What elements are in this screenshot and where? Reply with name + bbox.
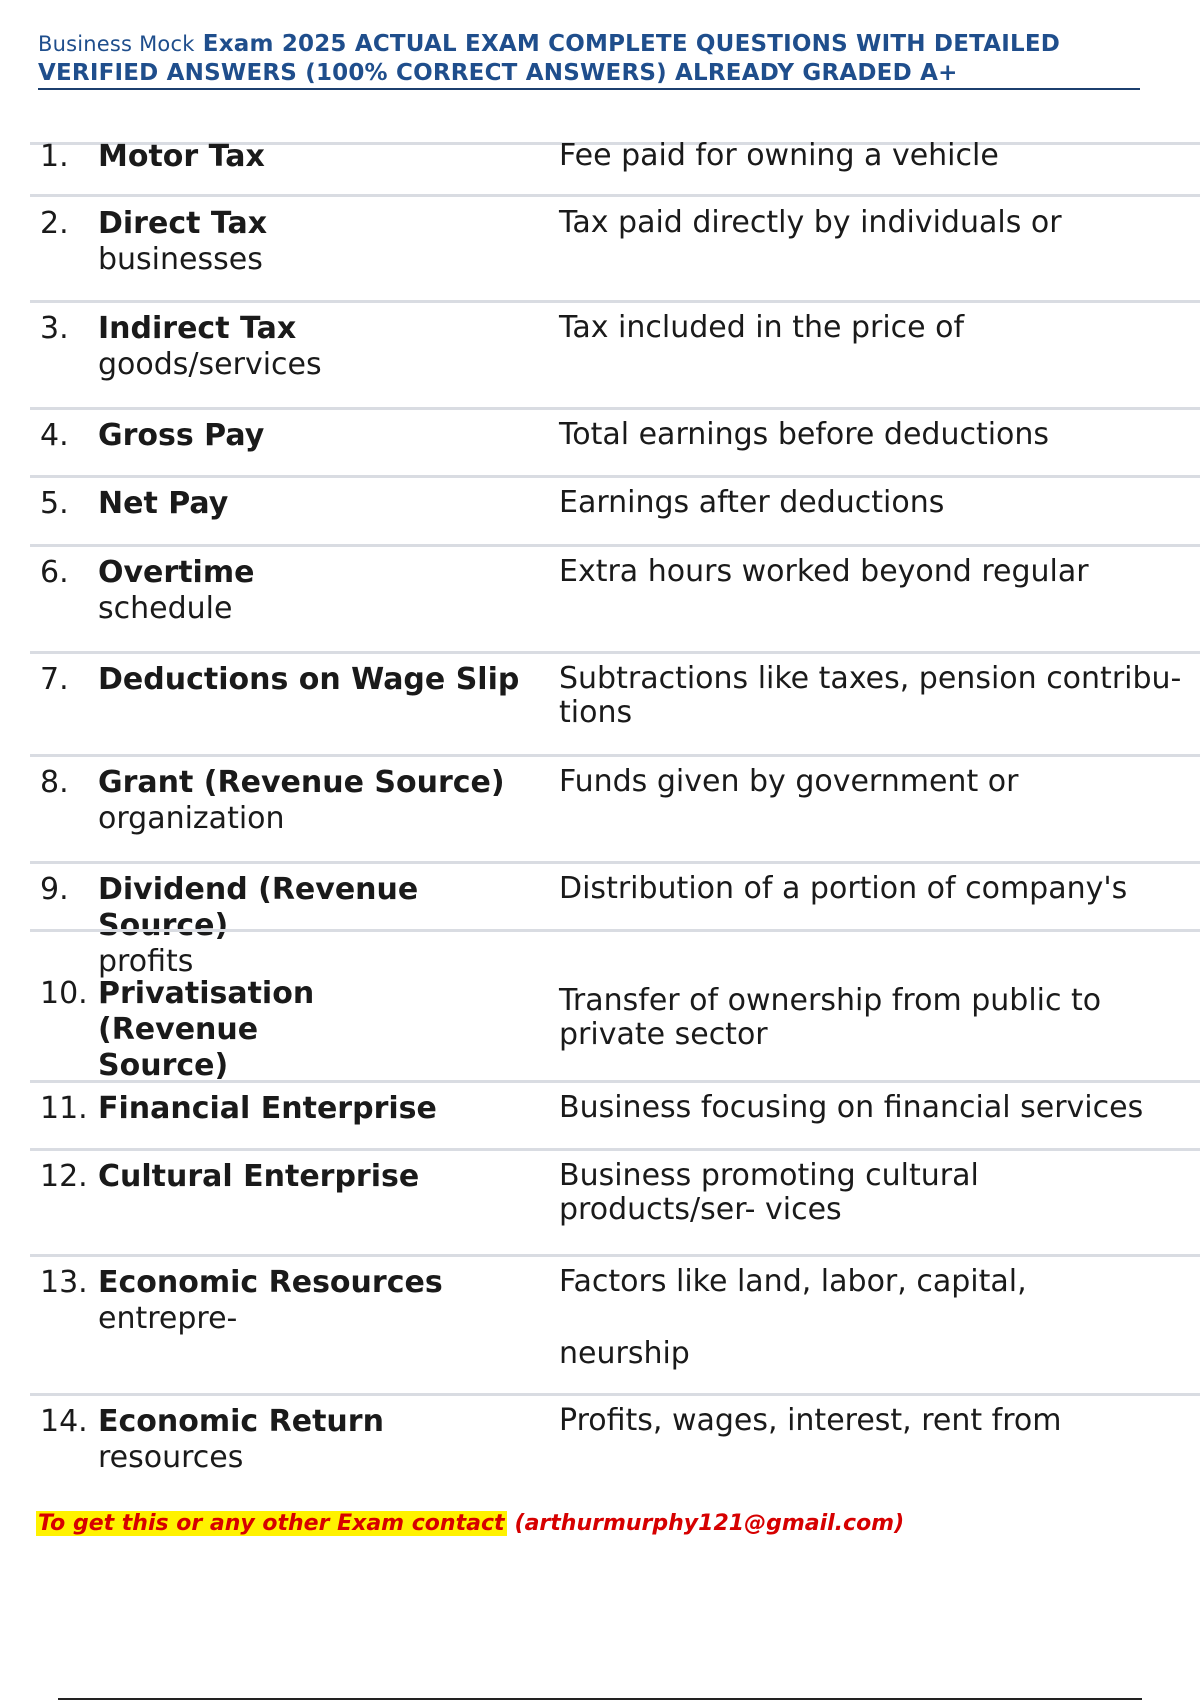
- list-item: [30, 475, 1200, 544]
- list-item: [30, 754, 1200, 861]
- item-number: 11.: [40, 1091, 88, 1126]
- term-title: Economic Resources: [98, 1265, 443, 1300]
- contact-highlight: To get this or any other Exam contact: [38, 1511, 505, 1536]
- term-continuation: businesses: [98, 242, 263, 277]
- term-title: Privatisation (Revenue Source): [98, 976, 315, 1083]
- item-number: 4.: [40, 418, 69, 453]
- term-continuation: entrepre-: [98, 1301, 238, 1336]
- header-title: Exam 2025 ACTUAL EXAM COMPLETE QUESTIONS WITH DETAILED: [202, 31, 1061, 57]
- item-term: [98, 311, 538, 383]
- item-term: [98, 555, 538, 627]
- terms-list: [30, 138, 1200, 1493]
- term-title: Direct Tax: [98, 206, 268, 241]
- item-definition: Earnings after deductions: [559, 485, 945, 520]
- list-item: [30, 194, 1200, 300]
- list-item: [30, 929, 1200, 1083]
- list-item: [30, 1393, 1200, 1493]
- item-number: 8.: [40, 765, 69, 800]
- item-definition: Business promoting cultural products/ser- vices: [559, 1158, 979, 1227]
- term-title: Motor Tax: [98, 139, 265, 174]
- header-lead: Business Mock: [38, 32, 195, 56]
- term-title: Cultural Enterprise: [98, 1159, 420, 1194]
- item-term: [98, 976, 398, 1084]
- item-number: 3.: [40, 311, 69, 346]
- item-term: [98, 1159, 538, 1195]
- term-continuation: organization: [98, 801, 285, 836]
- term-title: Net Pay: [98, 486, 229, 521]
- term-continuation: profits: [98, 944, 194, 979]
- item-number: 2.: [40, 206, 69, 241]
- item-definition: Fee paid for owning a vehicle: [559, 138, 999, 173]
- list-item: [30, 544, 1200, 651]
- term-title: Financial Enterprise: [98, 1091, 437, 1126]
- item-definition: Business focusing on financial services: [559, 1090, 1144, 1125]
- item-number: 9.: [40, 872, 69, 907]
- item-number: 12.: [40, 1159, 88, 1194]
- header-line-2: VERIFIED ANSWERS (100% CORRECT ANSWERS) ALREADY GRADED A+: [38, 60, 958, 86]
- term-continuation: schedule: [98, 591, 233, 626]
- item-definition: Profits, wages, interest, rent from: [559, 1403, 1062, 1438]
- item-term: [98, 139, 538, 175]
- item-definition: Tax paid directly by individuals or: [559, 205, 1062, 240]
- document-header: [38, 30, 1140, 90]
- list-item: [30, 651, 1200, 754]
- item-number: 7.: [40, 662, 69, 697]
- item-definition: Extra hours worked beyond regular: [559, 554, 1089, 589]
- header-line-1: [38, 30, 1140, 59]
- item-number: 13.: [40, 1265, 88, 1300]
- term-title: Dividend (Revenue Source): [98, 872, 419, 943]
- item-definition: Distribution of a portion of company's: [559, 871, 1128, 906]
- item-definition-continued: neurship: [559, 1336, 690, 1371]
- list-item: [30, 1148, 1200, 1254]
- item-definition: Total earnings before deductions: [559, 417, 1050, 452]
- term-title: Indirect Tax: [98, 311, 297, 346]
- item-term: [98, 1404, 538, 1476]
- list-item: [30, 1080, 1200, 1148]
- item-definition: Tax included in the price of: [559, 310, 965, 345]
- item-term: [98, 1091, 538, 1127]
- term-title: Overtime: [98, 555, 255, 590]
- list-item: [30, 138, 1200, 194]
- item-definition: Subtractions like taxes, pension contribu- tions: [559, 661, 1182, 730]
- item-number: 10.: [40, 976, 88, 1011]
- term-title: Deductions on Wage Slip: [98, 662, 520, 697]
- item-number: 1.: [40, 139, 69, 174]
- item-term: [98, 486, 538, 522]
- term-continuation: resources: [98, 1440, 244, 1475]
- list-item: [30, 300, 1200, 407]
- item-definition: Factors like land, labor, capital,: [559, 1264, 1027, 1299]
- term-title: Economic Return: [98, 1404, 384, 1439]
- item-number: 6.: [40, 555, 69, 590]
- item-number: 14.: [40, 1404, 88, 1439]
- list-item: [30, 861, 1200, 979]
- list-item: [30, 407, 1200, 475]
- item-definition: Transfer of ownership from public to private sector: [559, 983, 1102, 1052]
- item-term: [98, 206, 538, 278]
- term-continuation: goods/services: [98, 347, 322, 382]
- item-term: [98, 662, 538, 698]
- item-term: [98, 765, 538, 837]
- item-number: 5.: [40, 486, 69, 521]
- list-item: [30, 1254, 1200, 1393]
- term-title: Gross Pay: [98, 418, 265, 453]
- term-title: Grant (Revenue Source): [98, 765, 505, 800]
- contact-footer: [36, 1510, 904, 1538]
- item-term: [98, 1265, 538, 1337]
- contact-email-link[interactable]: (arthurmurphy121@gmail.com): [514, 1511, 905, 1536]
- item-term: [98, 418, 538, 454]
- item-definition: Funds given by government or: [559, 764, 1019, 799]
